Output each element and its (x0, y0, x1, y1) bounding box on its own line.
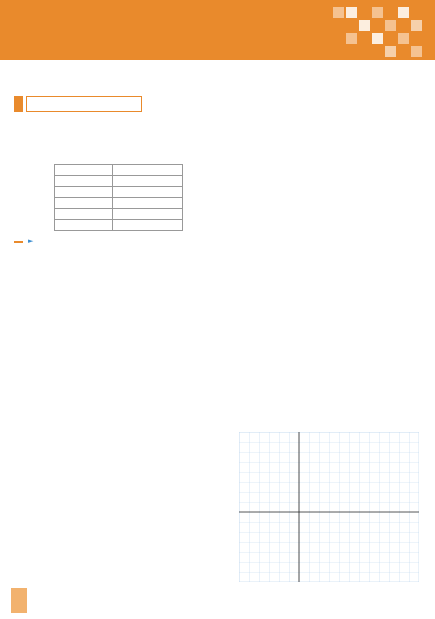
decor-square (385, 46, 396, 57)
table-header (55, 164, 113, 175)
arrow-right-icon: ► (28, 236, 34, 245)
table-cell (55, 175, 113, 186)
exercise-12 (14, 237, 204, 247)
exercise-9 (14, 119, 204, 129)
table-cell (113, 186, 183, 197)
decor-square (346, 33, 357, 44)
table-cell (55, 186, 113, 197)
chapter-banner (0, 0, 435, 60)
decor-square (398, 7, 409, 18)
exercise-16 (223, 112, 421, 122)
table-row (55, 175, 183, 186)
table-cell (113, 219, 183, 230)
section-heading (14, 96, 204, 112)
table-header (113, 164, 183, 175)
exercise-number (14, 241, 23, 243)
table-cell (113, 197, 183, 208)
decor-square (411, 20, 422, 31)
exercise-14 (223, 80, 421, 90)
table-row (55, 208, 183, 219)
decor-square (385, 20, 396, 31)
page-tab (11, 588, 27, 613)
exercise-11 (14, 151, 204, 231)
exercise-8 (14, 80, 204, 90)
decor-square (372, 7, 383, 18)
table-cell (113, 175, 183, 186)
exercise-13 (14, 253, 204, 263)
curves-graph (239, 432, 419, 582)
page-footer (31, 596, 35, 605)
decor-square (359, 20, 370, 31)
table-row (55, 219, 183, 230)
exercise-10 (14, 135, 204, 145)
decor-square (346, 7, 357, 18)
canonical-table (54, 164, 183, 231)
decor-square (411, 46, 422, 57)
table-row (55, 197, 183, 208)
table-cell (55, 208, 113, 219)
table-cell (55, 219, 113, 230)
exercise-15 (223, 96, 421, 106)
graph-grid (239, 432, 419, 582)
table-cell (55, 197, 113, 208)
decor-square (372, 33, 383, 44)
decor-square (333, 7, 344, 18)
table-cell (113, 208, 183, 219)
table-row (55, 186, 183, 197)
decor-square (398, 33, 409, 44)
